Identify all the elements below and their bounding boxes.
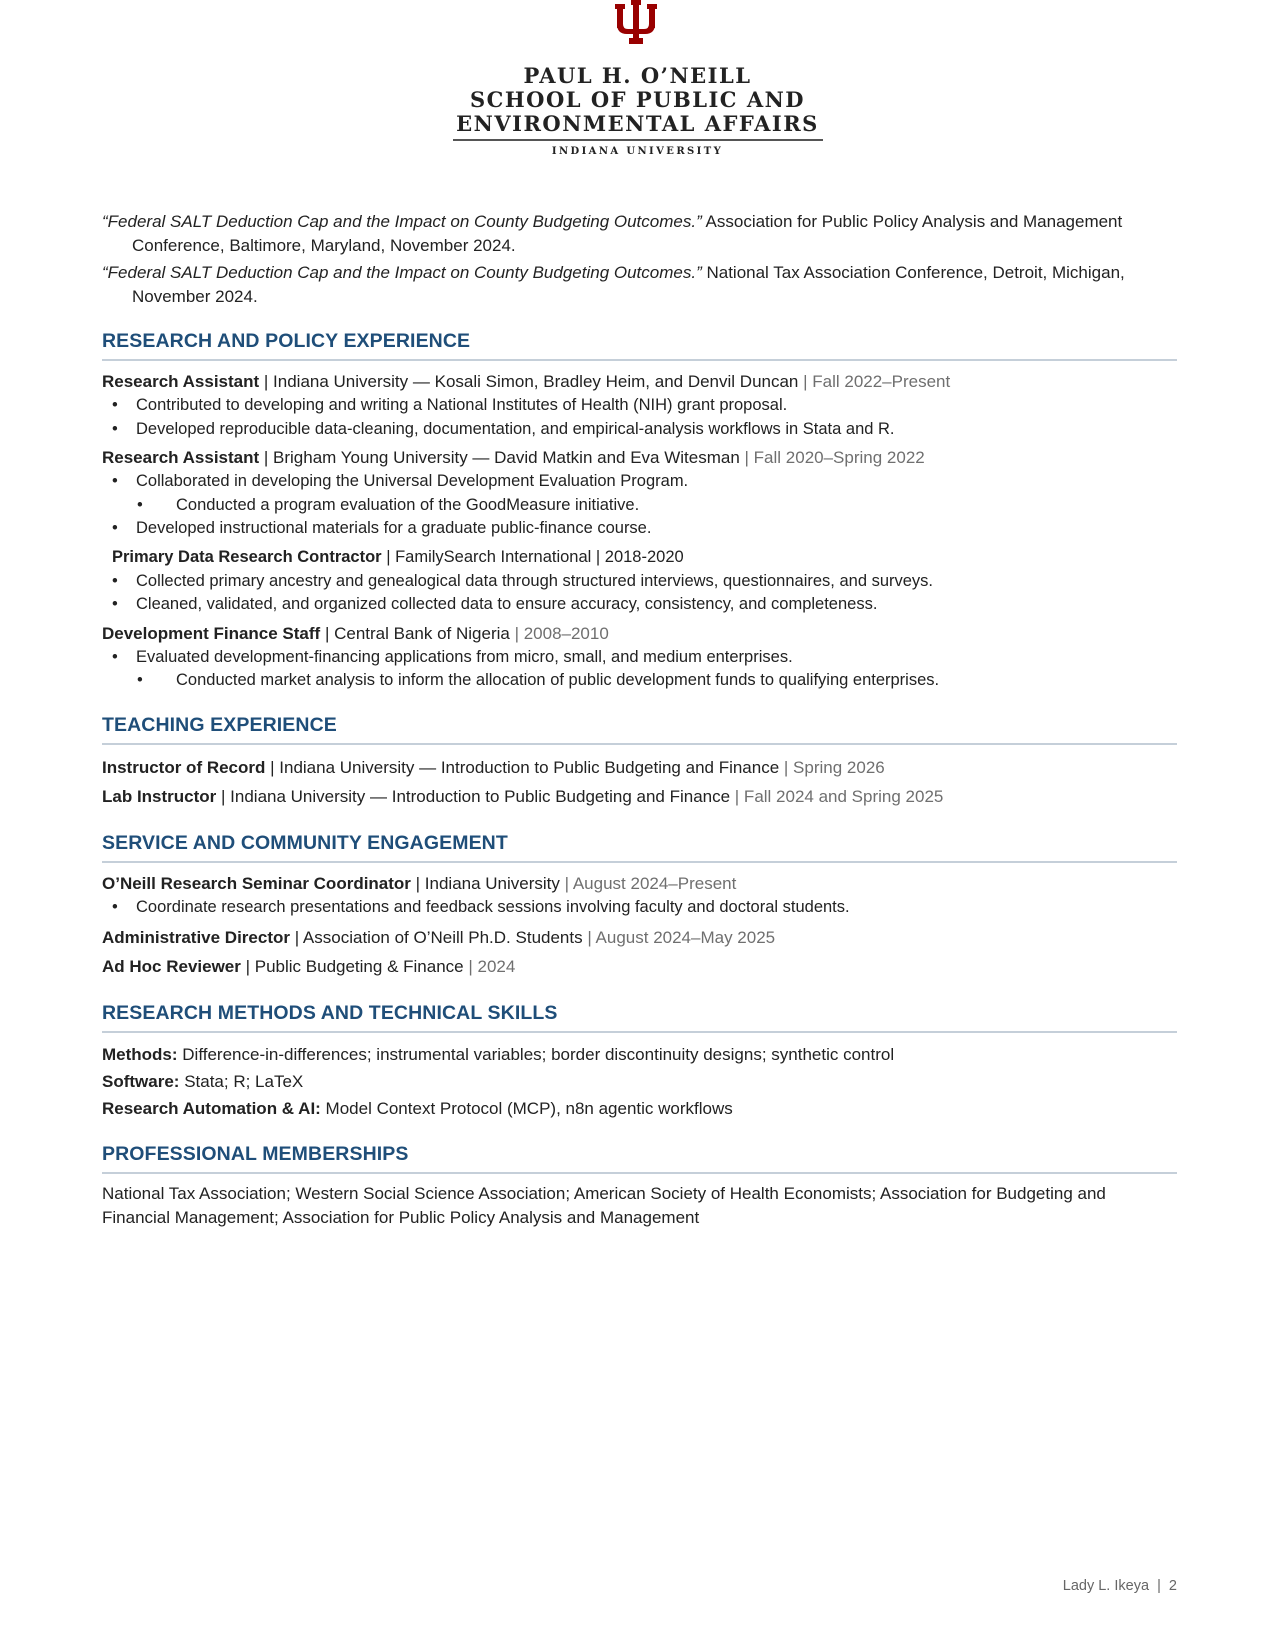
presentation-title: “Federal SALT Deduction Cap and the Impact on County Budgeting Outcomes.” (102, 263, 702, 282)
bullet-item: • Developed reproducible data-cleaning, documentation, and empirical-analysis workflows in Stata and R. (102, 418, 1177, 442)
entry-org: | Indiana University (410, 873, 565, 893)
section-teaching-title: TEACHING EXPERIENCE (102, 713, 1177, 745)
author-name: Lady L. Ikeya (1062, 1578, 1150, 1594)
skill-label: Methods: (102, 1045, 178, 1064)
skill-label: Research Automation & AI: (102, 1099, 321, 1118)
entry-bullets (102, 896, 1177, 920)
skill-ai (102, 1095, 1177, 1122)
entry-date: | 2008–2010 (514, 623, 609, 643)
school-line-1: PAUL H. O’NEILL (523, 63, 752, 88)
entry-role: Ad Hoc Reviewer (102, 957, 241, 976)
entry-date: | August 2024–Present (564, 873, 737, 893)
entry-date: | 2024 (468, 957, 516, 976)
skill-value: Model Context Protocol (MCP), n8n agentic workflows (320, 1099, 733, 1118)
bullet-item: • Contributed to developing and writing a National Institutes of Health (NIH) grant proposal. (102, 394, 1177, 418)
section-service-title: SERVICE AND COMMUNITY ENGAGEMENT (102, 831, 1177, 863)
school-name (0, 64, 1275, 158)
entry-org: | Association of O’Neill Ph.D. Students (290, 928, 588, 947)
entry-org: | Indiana University — Kosali Simon, Bradley Heim, and Denvil Duncan (259, 372, 804, 391)
experience-entry (102, 545, 1177, 570)
school-divider (453, 139, 823, 141)
entry-role: Primary Data Research Contractor (112, 547, 382, 566)
page-footer (1010, 1578, 1177, 1594)
bullet-item: • Developed instructional materials for a graduate public-finance course. (102, 517, 1177, 541)
entry-bullets (102, 646, 1177, 693)
entry-org: | Brigham Young University — David Matkin and Eva Witesman (259, 448, 745, 467)
skill-methods (102, 1041, 1177, 1068)
skill-software (102, 1068, 1177, 1095)
entry-org: | Central Bank of Nigeria (320, 623, 515, 643)
footer-separator: | (1157, 1578, 1161, 1594)
entry-bullets (102, 470, 1177, 541)
service-entry (102, 871, 1177, 896)
entry-role: Administrative Director (102, 928, 290, 947)
school-line-3: ENVIRONMENTAL AFFAIRS (456, 111, 819, 136)
service-entry (102, 952, 1177, 981)
section-research-title: RESEARCH AND POLICY EXPERIENCE (102, 329, 1177, 361)
entry-date: | August 2024–May 2025 (587, 928, 776, 947)
presentation-venue: National Tax Association Conference, Detroit, Michigan, November 2024. (132, 263, 1125, 306)
section-skills-title: RESEARCH METHODS AND TECHNICAL SKILLS (102, 1001, 1177, 1033)
entry-role: Instructor of Record (102, 757, 266, 777)
experience-entry (102, 369, 1177, 394)
skill-value: Stata; R; LaTeX (179, 1072, 304, 1091)
school-line-2: SCHOOL OF PUBLIC AND (469, 87, 806, 112)
entry-role: O’Neill Research Seminar Coordinator (102, 873, 411, 893)
section-memberships-title: PROFESSIONAL MEMBERSHIPS (102, 1142, 1177, 1174)
university-name: INDIANA UNIVERSITY (551, 146, 724, 157)
bullet-item: • Collaborated in developing the Universal Development Evaluation Program. (102, 470, 1177, 494)
service-entry (102, 923, 1177, 952)
indiana-university-trident-logo (612, 0, 660, 50)
presentation-venue: Association for Public Policy Analysis and Management Conference, Baltimore, Maryland, November 2024. (132, 212, 1123, 255)
bullet-item: • Cleaned, validated, and organized collected data to ensure accuracy, consistency, and completeness. (102, 593, 1177, 617)
sub-bullet-item: • Conducted market analysis to inform the allocation of public development funds to qualifying enterprises. (102, 669, 1177, 693)
teaching-entry (102, 782, 1177, 811)
entry-date: | Fall 2020–Spring 2022 (744, 448, 925, 467)
entry-org: | Indiana University — Introduction to Public Budgeting and Finance (216, 786, 735, 806)
entry-role: Research Assistant (102, 448, 260, 467)
entry-date: | Fall 2024 and Spring 2025 (734, 786, 944, 806)
entry-date: | Spring 2026 (783, 757, 885, 777)
bullet-item: • Coordinate research presentations and feedback sessions involving faculty and doctoral students. (102, 896, 1177, 920)
presentation-item (102, 210, 1177, 258)
skill-label: Software: (102, 1072, 180, 1091)
page-number: 2 (1168, 1578, 1177, 1594)
entry-org: | FamilySearch International | 2018-2020 (381, 547, 684, 566)
teaching-entry (102, 753, 1177, 782)
experience-entry (102, 445, 1177, 470)
entry-bullets (102, 394, 1177, 441)
presentation-item (102, 261, 1177, 309)
cv-content (102, 210, 1177, 1230)
skill-value: Difference-in-differences; instrumental variables; border discontinuity designs; synthetic control (177, 1045, 895, 1064)
entry-bullets (102, 570, 1177, 617)
sub-bullet-item: • Conducted a program evaluation of the GoodMeasure initiative. (102, 494, 1177, 518)
bullet-item: • Collected primary ancestry and genealogical data through structured interviews, questionnaires, and surveys. (102, 570, 1177, 594)
bullet-item: • Evaluated development-financing applications from micro, small, and medium enterprises. (102, 646, 1177, 670)
memberships-text: National Tax Association; Western Social Science Association; American Society of Health Economists; Association for Budgeting and Financial Management; Association for Public Policy Analysis and Management (102, 1184, 1106, 1227)
presentation-title: “Federal SALT Deduction Cap and the Impact on County Budgeting Outcomes.” (102, 212, 702, 231)
entry-role: Development Finance Staff (102, 623, 321, 643)
entry-org: | Indiana University — Introduction to Public Budgeting and Finance (265, 757, 784, 777)
entry-date: | Fall 2022–Present (803, 372, 951, 391)
entry-role: Research Assistant (102, 372, 260, 391)
entry-org: | Public Budgeting & Finance (240, 957, 469, 976)
experience-entry (102, 621, 1177, 646)
entry-role: Lab Instructor (102, 786, 217, 806)
